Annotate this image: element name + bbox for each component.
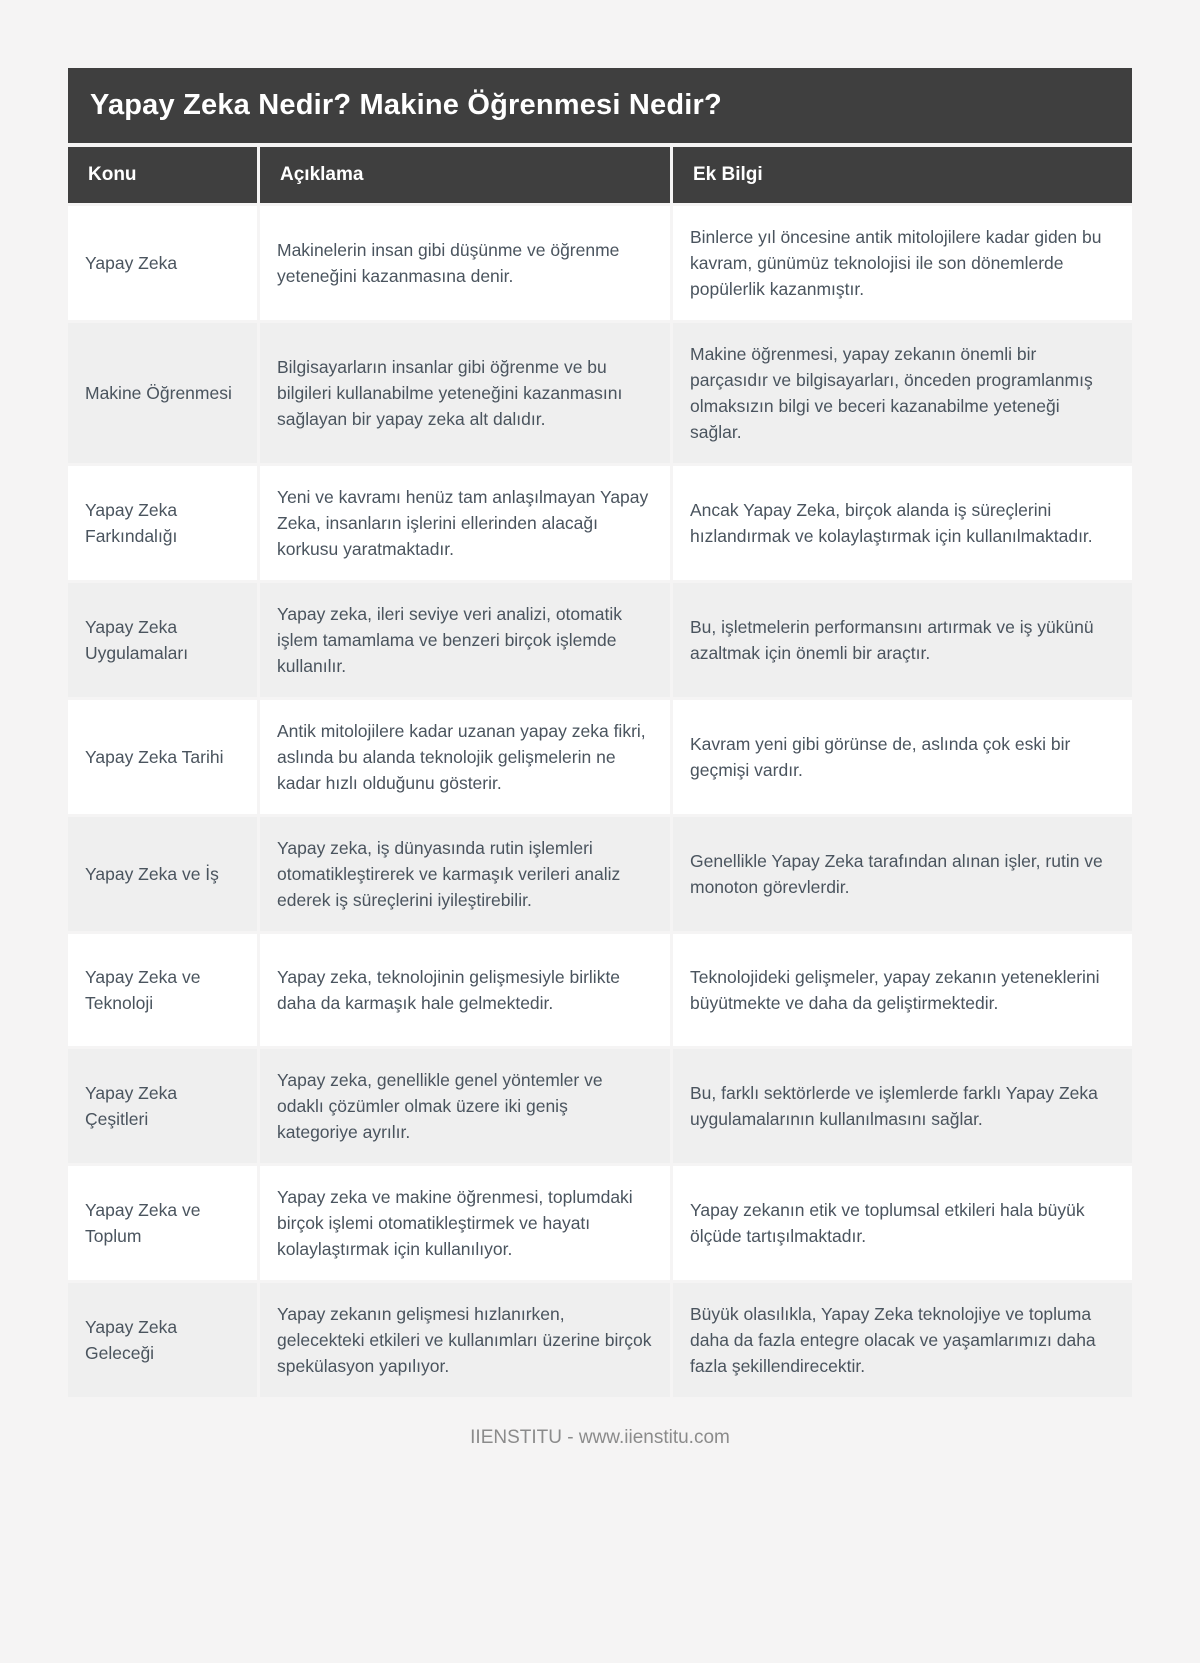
ek-bilgi-text: Kavram yeni gibi görünse de, aslında çok eski bir geçmişi vardır. — [690, 734, 1071, 780]
konu-text: Yapay Zeka Uygulamaları — [85, 617, 189, 663]
aciklama-text: Bilgisayarların insanlar gibi öğrenme ve bu bilgileri kullanabilme yeteneğini kazanmasını sağlayan bir yapay zeka alt dalıdır. — [277, 357, 623, 429]
table-cell-ek-bilgi — [673, 583, 1132, 697]
footer-credit: IIENSTITU - www.iienstitu.com — [470, 1427, 730, 1448]
table-cell-konu — [68, 934, 257, 1046]
table-cell-konu — [68, 583, 257, 697]
konu-text: Makine Öğrenmesi — [85, 383, 232, 403]
konu-text: Yapay Zeka Farkındalığı — [85, 500, 178, 546]
ek-bilgi-text: Büyük olasılıkla, Yapay Zeka teknolojiye ve topluma daha da fazla entegre olacak ve yaşamlarımızı daha fazla şekillendirecektir. — [690, 1304, 1096, 1376]
konu-text: Yapay Zeka — [85, 253, 178, 273]
aciklama-text: Yapay zeka, teknolojinin gelişmesiyle birlikte daha da karmaşık hale gelmektedir. — [277, 967, 621, 1013]
table-cell-konu — [68, 1049, 257, 1163]
aciklama-text: Yapay zeka, genellikle genel yöntemler ve odaklı çözümler olmak üzere iki geniş kategoriye ayrılır. — [277, 1070, 603, 1142]
table-cell-aciklama — [260, 934, 670, 1046]
aciklama-text: Yapay zeka, ileri seviye veri analizi, otomatik işlem tamamlama ve benzeri birçok işlemde kullanılır. — [277, 604, 622, 676]
table-cell-aciklama — [260, 466, 670, 580]
table-cell-aciklama — [260, 583, 670, 697]
table-cell-ek-bilgi — [673, 934, 1132, 1046]
aciklama-text: Yeni ve kavramı henüz tam anlaşılmayan Yapay Zeka, insanların işlerini ellerinden alacağı korkusu yaratmaktadır. — [277, 487, 649, 559]
aciklama-text: Yapay zeka ve makine öğrenmesi, toplumdaki birçok işlemi otomatikleştirmek ve hayatı kolaylaştırmak için kullanılıyor. — [277, 1187, 633, 1259]
table-cell-ek-bilgi — [673, 817, 1132, 931]
konu-text: Yapay Zeka ve Toplum — [85, 1200, 201, 1246]
table-cell-ek-bilgi — [673, 1166, 1132, 1280]
table-cell-konu — [68, 466, 257, 580]
ai-table-document — [68, 68, 1132, 1397]
ek-bilgi-text: Makine öğrenmesi, yapay zekanın önemli bir parçasıdır ve bilgisayarları, önceden programlanmış olmaksızın bilgi ve beceri kazanabilme yeteneği sağlar. — [690, 344, 1093, 442]
aciklama-text: Makinelerin insan gibi düşünme ve öğrenme yeteneğini kazanmasına denir. — [277, 240, 620, 286]
konu-text: Yapay Zeka Geleceği — [85, 1317, 178, 1363]
table-cell-konu — [68, 323, 257, 463]
column-header-aciklama: Açıklama — [260, 147, 670, 203]
konu-text: Yapay Zeka Tarihi — [85, 747, 224, 767]
ai-info-table — [68, 147, 1132, 1397]
konu-text: Yapay Zeka ve İş — [85, 864, 219, 884]
table-cell-konu — [68, 1283, 257, 1397]
table-cell-aciklama — [260, 206, 670, 320]
ek-bilgi-text: Bu, farklı sektörlerde ve işlemlerde farklı Yapay Zeka uygulamalarının kullanılmasını sağlar. — [690, 1083, 1098, 1129]
table-cell-aciklama — [260, 1283, 670, 1397]
ek-bilgi-text: Ancak Yapay Zeka, birçok alanda iş süreçlerini hızlandırmak ve kolaylaştırmak için kullanılmaktadır. — [690, 500, 1093, 546]
konu-text: Yapay Zeka ve Teknoloji — [85, 967, 201, 1013]
document-title-bar — [68, 68, 1132, 143]
column-header-ek-bilgi: Ek Bilgi — [673, 147, 1132, 203]
table-cell-ek-bilgi — [673, 1049, 1132, 1163]
table-cell-ek-bilgi — [673, 206, 1132, 320]
aciklama-text: Yapay zeka, iş dünyasında rutin işlemleri otomatikleştirerek ve karmaşık verileri analiz ederek iş süreçlerini iyileştirebilir. — [277, 838, 621, 910]
table-cell-aciklama — [260, 1166, 670, 1280]
table-cell-ek-bilgi — [673, 466, 1132, 580]
table-cell-aciklama — [260, 323, 670, 463]
aciklama-text: Yapay zekanın gelişmesi hızlanırken, gelecekteki etkileri ve kullanımları üzerine birçok spekülasyon yapılıyor. — [277, 1304, 652, 1376]
ek-bilgi-text: Binlerce yıl öncesine antik mitolojilere kadar giden bu kavram, günümüz teknolojisi ile son dönemlerde popülerlik kazanmıştır. — [690, 227, 1102, 299]
table-cell-ek-bilgi — [673, 700, 1132, 814]
table-cell-konu — [68, 700, 257, 814]
ek-bilgi-text: Yapay zekanın etik ve toplumsal etkileri hala büyük ölçüde tartışılmaktadır. — [690, 1200, 1085, 1246]
aciklama-text: Antik mitolojilere kadar uzanan yapay zeka fikri, aslında bu alanda teknolojik gelişmelerin ne kadar hızlı olduğunu gösterir. — [277, 721, 646, 793]
ek-bilgi-text: Genellikle Yapay Zeka tarafından alınan işler, rutin ve monoton görevlerdir. — [690, 851, 1103, 897]
table-cell-ek-bilgi — [673, 1283, 1132, 1397]
table-cell-konu — [68, 817, 257, 931]
table-cell-aciklama — [260, 700, 670, 814]
ek-bilgi-text: Teknolojideki gelişmeler, yapay zekanın yeteneklerini büyütmekte ve daha da geliştirmektedir. — [690, 967, 1100, 1013]
table-cell-aciklama — [260, 817, 670, 931]
table-cell-aciklama — [260, 1049, 670, 1163]
konu-text: Yapay Zeka Çeşitleri — [85, 1083, 178, 1129]
table-cell-konu — [68, 206, 257, 320]
ek-bilgi-text: Bu, işletmelerin performansını artırmak ve iş yükünü azaltmak için önemli bir araçtır. — [690, 617, 1094, 663]
page-title: Yapay Zeka Nedir? Makine Öğrenmesi Nedir? — [90, 89, 722, 121]
table-cell-konu — [68, 1166, 257, 1280]
table-cell-ek-bilgi — [673, 323, 1132, 463]
column-header-konu: Konu — [68, 147, 257, 203]
